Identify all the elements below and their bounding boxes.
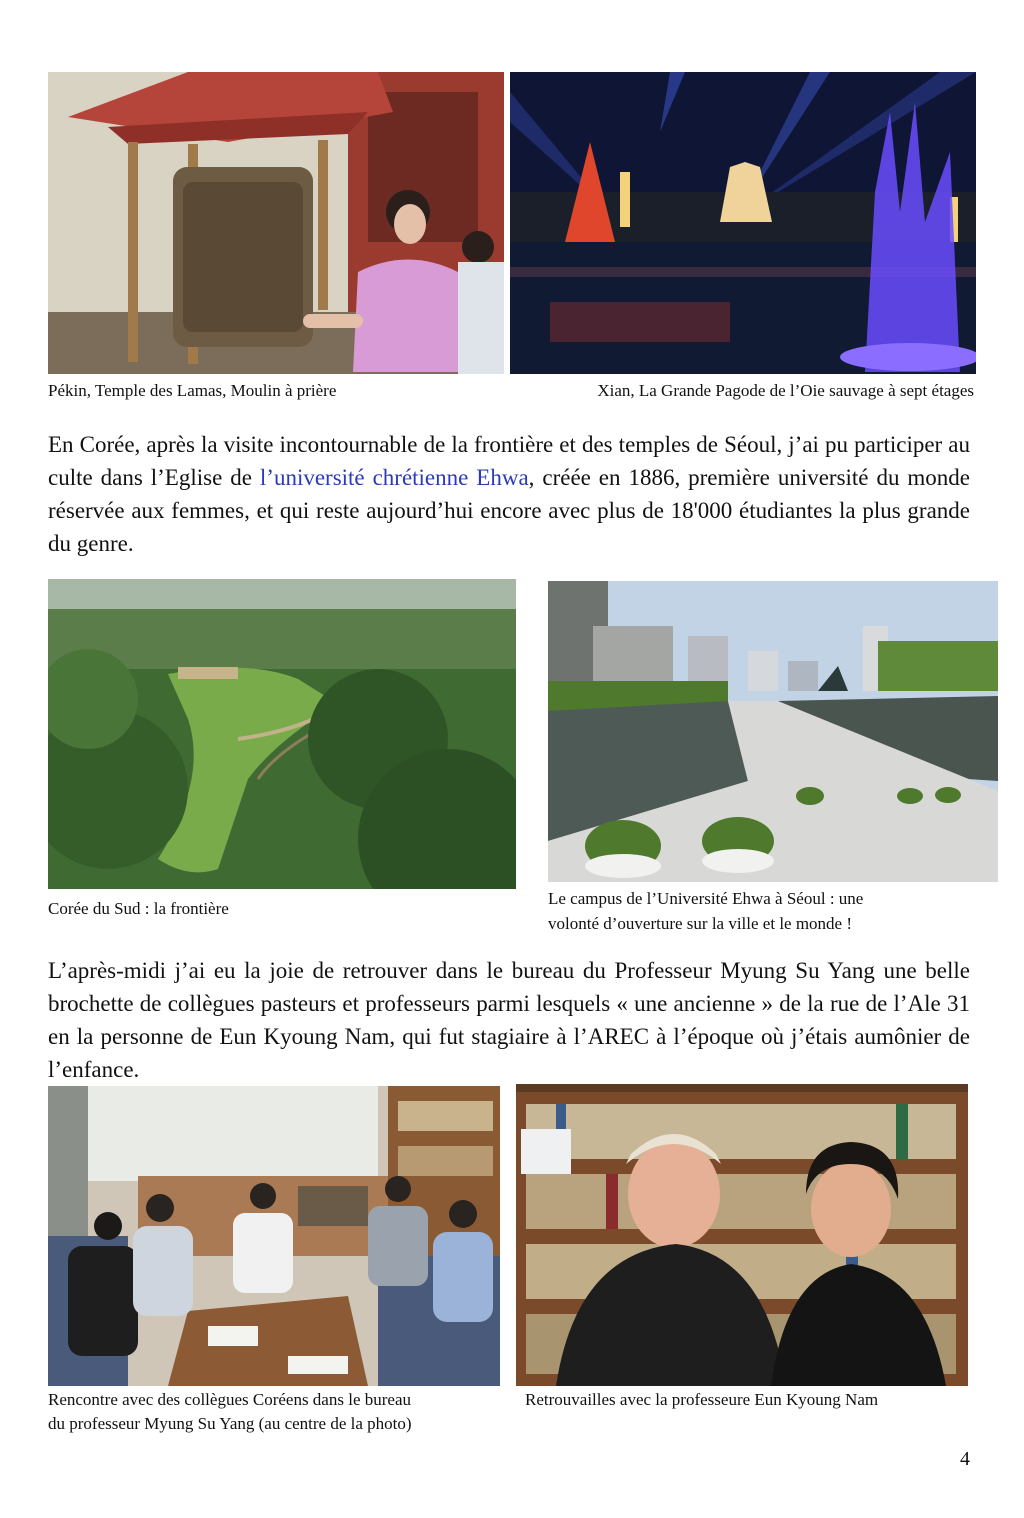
- caption-reunion: Retrouvailles avec la professeure Eun Kyoung Nam: [525, 1390, 879, 1409]
- caption-xian: Xian, La Grande Pagode de l’Oie sauvage à sept étages: [597, 381, 974, 400]
- photo-reunion-nam: [516, 1084, 968, 1386]
- photo-office-meeting: [48, 1086, 500, 1386]
- caption-ehwa-line-1: Le campus de l’Université Ehwa à Séoul : une: [548, 889, 864, 908]
- photo-ehwa-campus: [548, 581, 998, 882]
- caption-meeting-line-1: Rencontre avec des collègues Coréens dans le bureau: [48, 1390, 411, 1409]
- photo-xian-pagoda: [510, 72, 976, 374]
- photo-korea-border: [48, 579, 516, 889]
- link-ehwa-university[interactable]: l’université chrétienne Ehwa: [259, 465, 529, 490]
- paragraph-korea-text-1: En Corée, après la visite incontournable de la frontière et des temples de Séoul, j’ai pu participer au culte dans l’Eglise de: [48, 432, 970, 490]
- photo-beijing-prayer-wheel: [48, 72, 504, 374]
- paragraph-korea-text-2: , créée en 1886, première université du monde réservée aux femmes, et qui reste aujourd’hui encore avec plus de 18'000 étudiantes la plus grande du genre.: [48, 465, 970, 556]
- paragraph-korea-visit: [48, 428, 970, 560]
- paragraph-afternoon-meeting: L’après-midi j’ai eu la joie de retrouver dans le bureau du Professeur Myung Su Yang une belle brochette de collègues pasteurs et professeurs parmi lesquels « une ancienne » de la rue de l’Ale 31 en la personne de Eun Kyoung Nam, qui fut stagiaire à l’AREC à l’époque où j’étais aumônier de l’enfance.: [48, 958, 970, 1082]
- page-number: 4: [960, 1448, 970, 1470]
- caption-beijing: Pékin, Temple des Lamas, Moulin à prière: [48, 381, 337, 400]
- caption-meeting-line-2: du professeur Myung Su Yang (au centre de la photo): [48, 1414, 412, 1433]
- caption-ehwa-line-2: volonté d’ouverture sur la ville et le monde !: [548, 914, 853, 933]
- caption-border: Corée du Sud : la frontière: [48, 899, 229, 918]
